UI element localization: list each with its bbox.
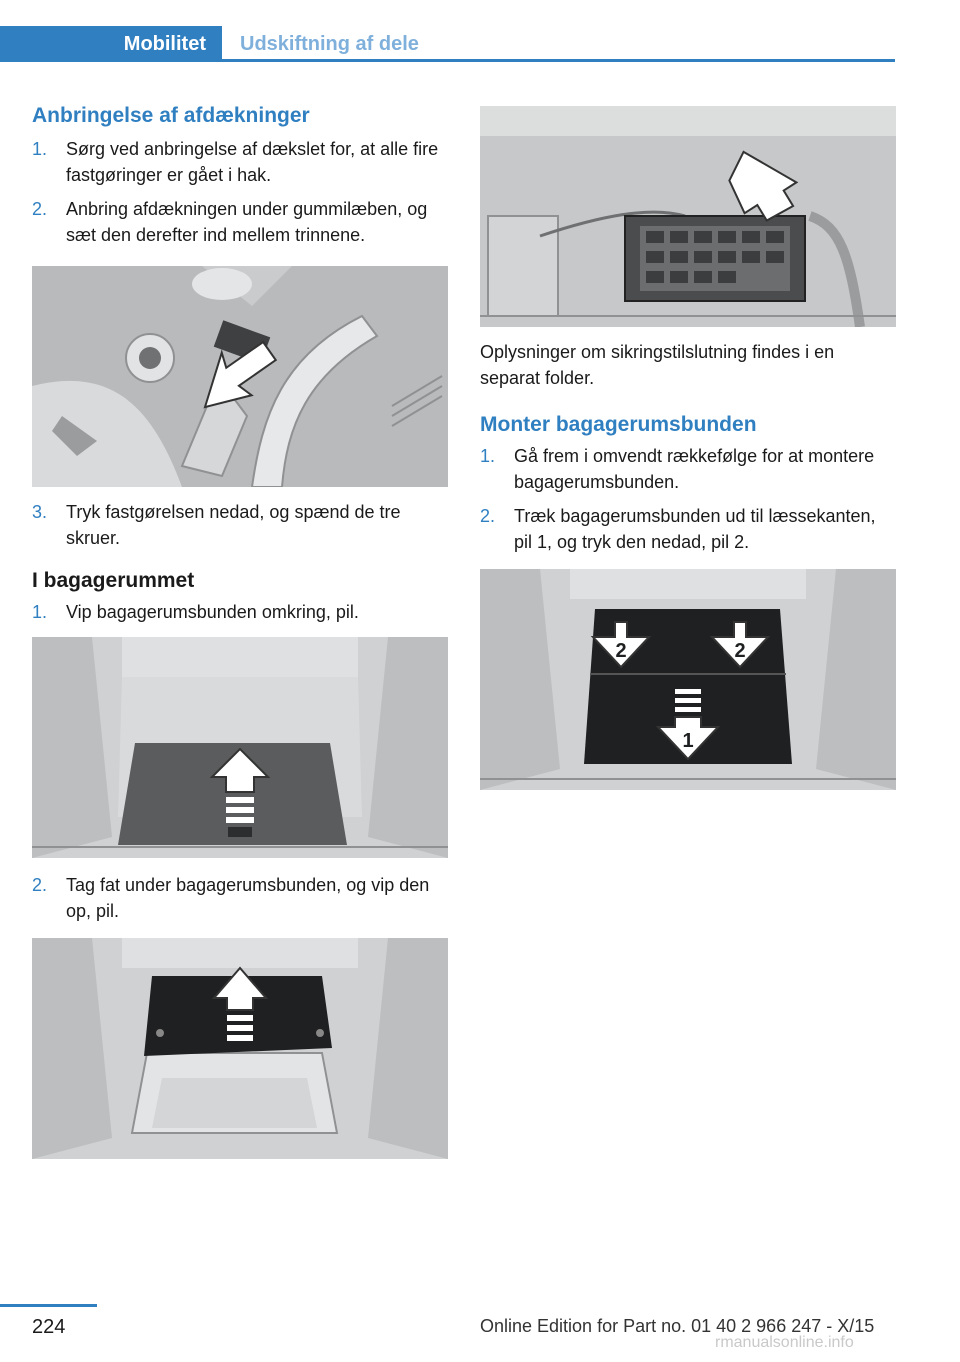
section-title-monter: Monter bagagerumsbunden <box>480 413 757 436</box>
edition-text: Online Edition for Part no. 01 40 2 966 247 - X/15 <box>480 1316 875 1336</box>
arrow-label-2a: 2 <box>615 640 627 662</box>
watermark: rmanualsonline.info <box>715 1334 854 1351</box>
section-title-bagagerummet: I bagagerummet <box>32 569 195 592</box>
arrow-label-2b: 2 <box>734 640 746 662</box>
info-text: Oplysninger om sikringstilslutning findes i en separat folder. <box>480 342 835 388</box>
right-column <box>480 100 896 790</box>
page-header <box>0 0 960 62</box>
steps-afdaekninger <box>32 136 448 248</box>
steps-bagagerummet <box>32 599 448 625</box>
steps-monter <box>480 443 896 555</box>
figure-cover-clip <box>32 266 448 487</box>
steps-afdaekninger-cont <box>32 499 448 551</box>
tab-mobilitet[interactable]: Mobilitet <box>0 26 222 62</box>
figure-trunk-flip <box>32 637 448 858</box>
tab-udskiftning-af-dele[interactable]: Udskiftning af dele <box>240 32 419 55</box>
page-number: 224 <box>32 1316 66 1338</box>
list-item: 1. Sørg ved anbringelse af dækslet for, at alle fire fastgøringer er gået i hak. <box>32 139 439 185</box>
arrow-label-1: 1 <box>682 730 694 752</box>
list-item: 2. Tag fat under bagagerumsbunden, og vip den op, pil. <box>32 875 430 921</box>
left-column <box>32 100 448 1159</box>
section-title-afdaekninger: Anbringelse af afdækninger <box>32 104 310 127</box>
list-item: 3. Tryk fastgørelsen nedad, og spænd de tre skruer. <box>32 502 401 548</box>
figure-fusebox <box>480 106 896 327</box>
list-item: 2. Træk bagagerumsbunden ud til læssekanten, pil 1, og tryk den nedad, pil 2. <box>480 506 876 552</box>
list-item: 1. Gå frem i omvendt rækkefølge for at montere bagagerumsbunden. <box>480 446 875 492</box>
header-rule <box>0 59 895 62</box>
footer-rule <box>0 1304 97 1307</box>
list-item: 2. Anbring afdækningen under gummilæben, og sæt den derefter ind mellem trinnene. <box>32 199 428 245</box>
figure-trunk-lift <box>32 938 448 1159</box>
steps-bagagerummet-cont <box>32 872 448 924</box>
list-item: 1. Vip bagagerumsbunden omkring, pil. <box>32 602 359 622</box>
figure-trunk-install <box>480 569 896 790</box>
